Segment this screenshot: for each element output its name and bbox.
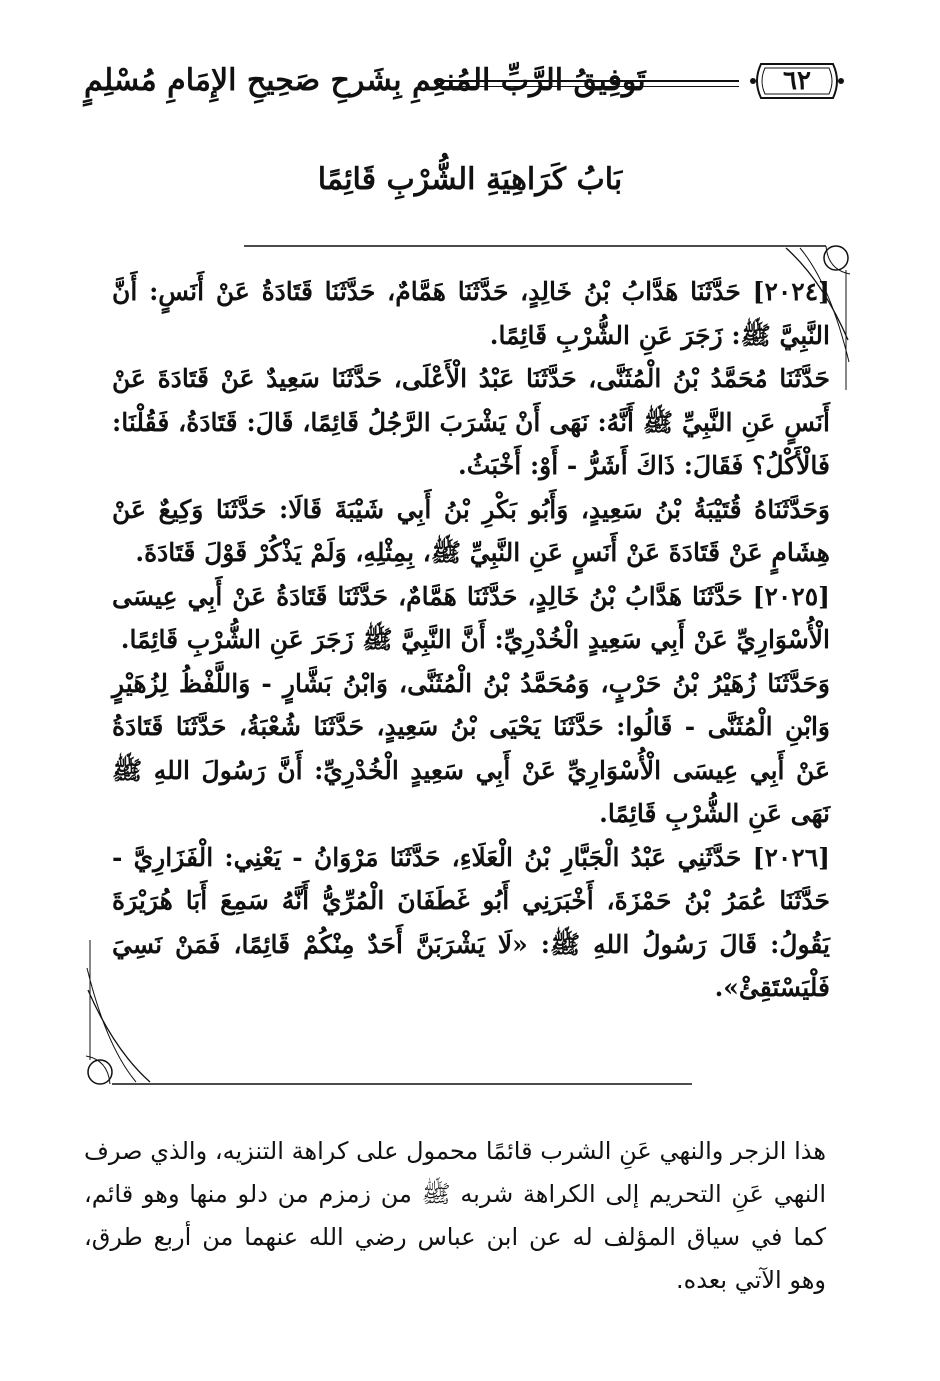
chapter-title: بَابُ كَرَاهِيَةِ الشُّرْبِ قَائِمًا xyxy=(317,162,623,197)
hadith-paragraph: وَحَدَّثَنَا زُهَيْرُ بْنُ حَرْبٍ، وَمُحَمَّدُ بْنُ الْمُثَنَّى، وَابْنُ بَشَّارٍ - وَاللَّفْظُ لِزُهَيْرٍ وَابْنِ الْمُثَنَّى - قَالُوا: حَدَّثَنَا يَحْيَى بْنُ سَعِيدٍ، حَدَّثَنَا شُعْبَةُ، حَدَّثَنَا قَتَادَةُ عَنْ أَبِي عِيسَى الْأُسْوَارِيِّ عَنْ أَبِي سَعِيدٍ الْخُدْرِيِّ: أَنَّ رَسُولَ اللهِ ﷺ نَهَى عَنِ الشُّرْبِ قَائِمًا. xyxy=(112,668,830,828)
header-rule xyxy=(439,80,739,82)
running-header xyxy=(84,58,854,108)
book-title: تَوفِيقُ الرَّبِّ المُنعِمِ بِشَرحِ صَحِيحِ الإِمَامِ مُسْلِمٍ xyxy=(84,63,646,98)
hadith-paragraph: وَحَدَّثَنَاهُ قُتَيْبَةُ بْنُ سَعِيدٍ، وَأَبُو بَكْرِ بْنُ أَبِي شَيْبَةَ قَالَا: حَدَّثَنَا وَكِيعٌ عَنْ هِشَامٍ عَنْ قَتَادَةَ عَنْ أَنَسٍ عَنِ النَّبِيِّ ﷺ، بِمِثْلِهِ، وَلَمْ يَذْكُرْ قَوْلَ قَتَادَةَ. xyxy=(112,494,830,567)
hadith-paragraph: [٢٠٢٥] حَدَّثَنَا هَدَّابُ بْنُ خَالِدٍ، حَدَّثَنَا هَمَّامٌ، حَدَّثَنَا قَتَادَةُ عَنْ أَبِي عِيسَى الْأُسْوَارِيِّ عَنْ أَبِي سَعِيدٍ الْخُدْرِيِّ: أَنَّ النَّبِيَّ ﷺ زَجَرَ عَنِ الشُّرْبِ قَائِمًا. xyxy=(112,581,830,654)
commentary-paragraph: هذا الزجر والنهي عَنِ الشرب قائمًا محمول على كراهة التنزيه، والذي صرف النهي عَنِ التحريم إلى الكراهة شربه ﷺ من زمزم من دلو منها وهو قائم، كما في سياق المؤلف له عن ابن عباس رضي الله عنهما من أربع طرق، وهو الآتي بعده. xyxy=(84,1137,826,1294)
hadith-paragraph: حَدَّثَنَا مُحَمَّدُ بْنُ الْمُثَنَّى، حَدَّثَنَا عَبْدُ الْأَعْلَى، حَدَّثَنَا سَعِيدٌ عَنْ قَتَادَةَ عَنْ أَنَسٍ عَنِ النَّبِيِّ ﷺ أَنَّهُ: نَهَى أَنْ يَشْرَبَ الرَّجُلُ قَائِمًا، قَالَ: قَتَادَةُ، فَقُلْنَا: فَالْأَكْلُ؟ فَقَالَ: ذَاكَ أَشَرُّ - أَوْ: أَخْبَثُ. xyxy=(112,364,830,480)
hadith-paragraph: [٢٠٢٤] حَدَّثَنَا هَدَّابُ بْنُ خَالِدٍ، حَدَّثَنَا هَمَّامٌ، حَدَّثَنَا قَتَادَةُ عَنْ أَنَسٍ: أَنَّ النَّبِيَّ ﷺ: زَجَرَ عَنِ الشُّرْبِ قَائِمًا. xyxy=(112,277,830,350)
hadith-text xyxy=(112,270,830,1010)
commentary-text xyxy=(84,1130,826,1302)
hadith-paragraph: [٢٠٢٦] حَدَّثَنِي عَبْدُ الْجَبَّارِ بْنُ الْعَلَاءِ، حَدَّثَنَا مَرْوَانُ - يَعْنِي: الْفَزَارِيَّ - حَدَّثَنَا عُمَرُ بْنُ حَمْزَةَ، أَخْبَرَنِي أَبُو غَطَفَانَ الْمُرِّيُّ أَنَّهُ سَمِعَ أَبَا هُرَيْرَةَ يَقُولُ: قَالَ رَسُولُ اللهِ ﷺ: «لَا يَشْرَبَنَّ أَحَدٌ مِنْكُمْ قَائِمًا، فَمَنْ نَسِيَ فَلْيَسْتَقِئْ». xyxy=(112,842,830,1002)
page-number-frame xyxy=(749,60,845,102)
page-number: ٦٢ xyxy=(783,66,811,96)
